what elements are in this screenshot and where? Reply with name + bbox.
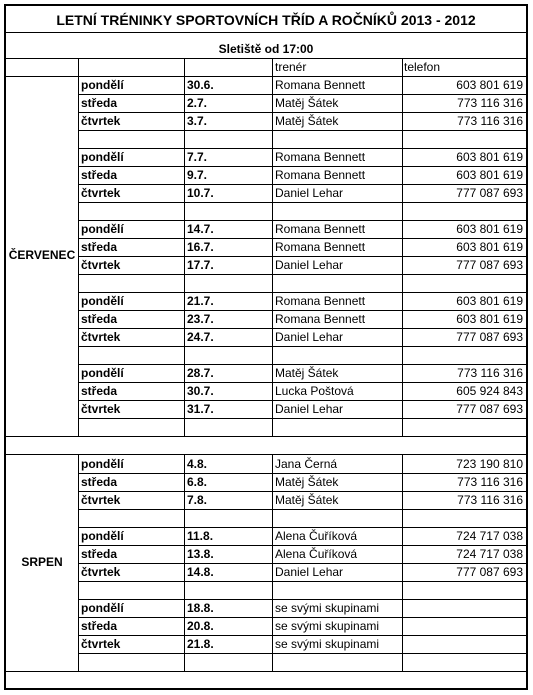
row-line — [78, 130, 526, 131]
date-cell: 3.7. — [187, 114, 208, 128]
day-cell: čtvrtek — [81, 493, 121, 507]
header-trainer: trenér — [275, 60, 307, 74]
month-divider — [6, 671, 526, 672]
day-cell: čtvrtek — [81, 565, 121, 579]
column-line — [78, 455, 79, 671]
date-cell: 21.8. — [187, 637, 214, 651]
date-cell: 23.7. — [187, 312, 214, 326]
trainer-cell: Matěj Šátek — [275, 114, 339, 128]
date-cell: 7.7. — [187, 150, 208, 164]
day-cell: středa — [81, 384, 118, 398]
day-cell: čtvrtek — [81, 258, 121, 272]
day-cell: pondělí — [81, 294, 124, 308]
date-cell: 14.7. — [187, 222, 214, 236]
date-cell: 18.8. — [187, 601, 214, 615]
date-cell: 4.8. — [187, 457, 208, 471]
trainer-cell: Romana Bennett — [275, 222, 366, 236]
date-cell: 24.7. — [187, 330, 214, 344]
phone-cell: 603 801 619 — [456, 168, 523, 182]
row-line — [78, 274, 526, 275]
schedule-sheet — [4, 4, 528, 690]
trainer-cell: se svými skupinami — [275, 637, 380, 651]
phone-cell: 773 116 316 — [457, 366, 523, 380]
date-cell: 21.7. — [187, 294, 214, 308]
phone-cell: 724 717 038 — [456, 529, 523, 543]
row-line — [78, 581, 526, 582]
row-line — [78, 346, 526, 347]
day-cell: středa — [81, 168, 118, 182]
phone-cell: 603 801 619 — [456, 312, 523, 326]
date-cell: 30.7. — [187, 384, 214, 398]
day-cell: čtvrtek — [81, 637, 121, 651]
sheet-subtitle: Sletiště od 17:00 — [218, 42, 314, 56]
date-cell: 16.7. — [187, 240, 214, 254]
phone-cell: 723 190 810 — [456, 457, 523, 471]
trainer-cell: Matěj Šátek — [275, 96, 339, 110]
phone-cell: 605 924 843 — [456, 384, 523, 398]
trainer-cell: Alena Čuříková — [275, 529, 358, 543]
day-cell: středa — [81, 240, 118, 254]
trainer-cell: Romana Bennett — [275, 150, 366, 164]
trainer-cell: Daniel Lehar — [275, 258, 344, 272]
trainer-cell: Matěj Šátek — [275, 493, 339, 507]
row-line — [78, 202, 526, 203]
trainer-cell: Daniel Lehar — [275, 330, 344, 344]
date-cell: 31.7. — [187, 402, 214, 416]
date-cell: 13.8. — [187, 547, 214, 561]
date-cell: 7.8. — [187, 493, 208, 507]
day-cell: čtvrtek — [81, 114, 121, 128]
column-line — [272, 76, 273, 436]
date-cell: 10.7. — [187, 186, 214, 200]
column-line — [402, 76, 403, 436]
day-cell: čtvrtek — [81, 330, 121, 344]
trainer-cell: se svými skupinami — [275, 601, 380, 615]
date-cell: 28.7. — [187, 366, 214, 380]
column-line — [184, 455, 185, 671]
day-cell: středa — [81, 96, 118, 110]
day-cell: pondělí — [81, 150, 124, 164]
day-cell: pondělí — [81, 457, 124, 471]
day-cell: středa — [81, 475, 118, 489]
phone-cell: 603 801 619 — [456, 150, 523, 164]
trainer-cell: Romana Bennett — [275, 168, 366, 182]
date-cell: 17.7. — [187, 258, 214, 272]
phone-cell: 773 116 316 — [457, 114, 523, 128]
phone-cell: 603 801 619 — [456, 222, 523, 236]
day-cell: pondělí — [81, 78, 124, 92]
trainer-cell: Alena Čuříková — [275, 547, 358, 561]
trainer-cell: Romana Bennett — [275, 78, 366, 92]
column-line — [402, 455, 403, 671]
trainer-cell: Matěj Šátek — [275, 366, 339, 380]
day-cell: středa — [81, 312, 118, 326]
phone-cell: 773 116 316 — [457, 493, 523, 507]
day-cell: pondělí — [81, 222, 124, 236]
phone-cell: 777 087 693 — [456, 186, 523, 200]
header-column-line — [78, 58, 79, 76]
trainer-cell: Daniel Lehar — [275, 186, 344, 200]
phone-cell: 603 801 619 — [456, 240, 523, 254]
day-cell: středa — [81, 619, 118, 633]
sheet-title: LETNÍ TRÉNINKY SPORTOVNÍCH TŘÍD A ROČNÍKŮ 2013 - 2012 — [56, 12, 476, 28]
subtitle-divider — [6, 58, 526, 59]
date-cell: 14.8. — [187, 565, 214, 579]
phone-cell: 777 087 693 — [456, 258, 523, 272]
trainer-cell: se svými skupinami — [275, 619, 380, 633]
title-divider — [6, 32, 526, 33]
trainer-cell: Romana Bennett — [275, 240, 366, 254]
day-cell: čtvrtek — [81, 186, 121, 200]
phone-cell: 777 087 693 — [456, 330, 523, 344]
phone-cell: 603 801 619 — [456, 294, 523, 308]
trainer-cell: Matěj Šátek — [275, 475, 339, 489]
date-cell: 30.6. — [187, 78, 214, 92]
month-label: ČERVENEC — [8, 248, 76, 262]
day-cell: pondělí — [81, 366, 124, 380]
day-cell: čtvrtek — [81, 402, 121, 416]
date-cell: 2.7. — [187, 96, 208, 110]
row-line — [78, 653, 526, 654]
row-line — [78, 509, 526, 510]
column-line — [78, 76, 79, 436]
phone-cell: 777 087 693 — [456, 565, 523, 579]
month-label: SRPEN — [21, 555, 63, 569]
day-cell: pondělí — [81, 529, 124, 543]
trainer-cell: Romana Bennett — [275, 312, 366, 326]
column-line — [272, 455, 273, 671]
column-line — [184, 76, 185, 436]
day-cell: pondělí — [81, 601, 124, 615]
phone-cell: 603 801 619 — [456, 78, 523, 92]
date-cell: 9.7. — [187, 168, 208, 182]
trainer-cell: Jana Černá — [275, 457, 338, 471]
trainer-cell: Daniel Lehar — [275, 565, 344, 579]
header-column-line — [402, 58, 403, 76]
phone-cell: 773 116 316 — [457, 96, 523, 110]
phone-cell: 773 116 316 — [457, 475, 523, 489]
trainer-cell: Lucka Poštová — [275, 384, 354, 398]
month-divider — [6, 436, 526, 437]
header-column-line — [184, 58, 185, 76]
header-phone: telefon — [404, 60, 441, 74]
trainer-cell: Daniel Lehar — [275, 402, 344, 416]
header-column-line — [272, 58, 273, 76]
phone-cell: 777 087 693 — [456, 402, 523, 416]
phone-cell: 724 717 038 — [456, 547, 523, 561]
date-cell: 20.8. — [187, 619, 214, 633]
day-cell: středa — [81, 547, 118, 561]
date-cell: 6.8. — [187, 475, 208, 489]
date-cell: 11.8. — [187, 529, 214, 543]
trainer-cell: Romana Bennett — [275, 294, 366, 308]
row-line — [78, 418, 526, 419]
